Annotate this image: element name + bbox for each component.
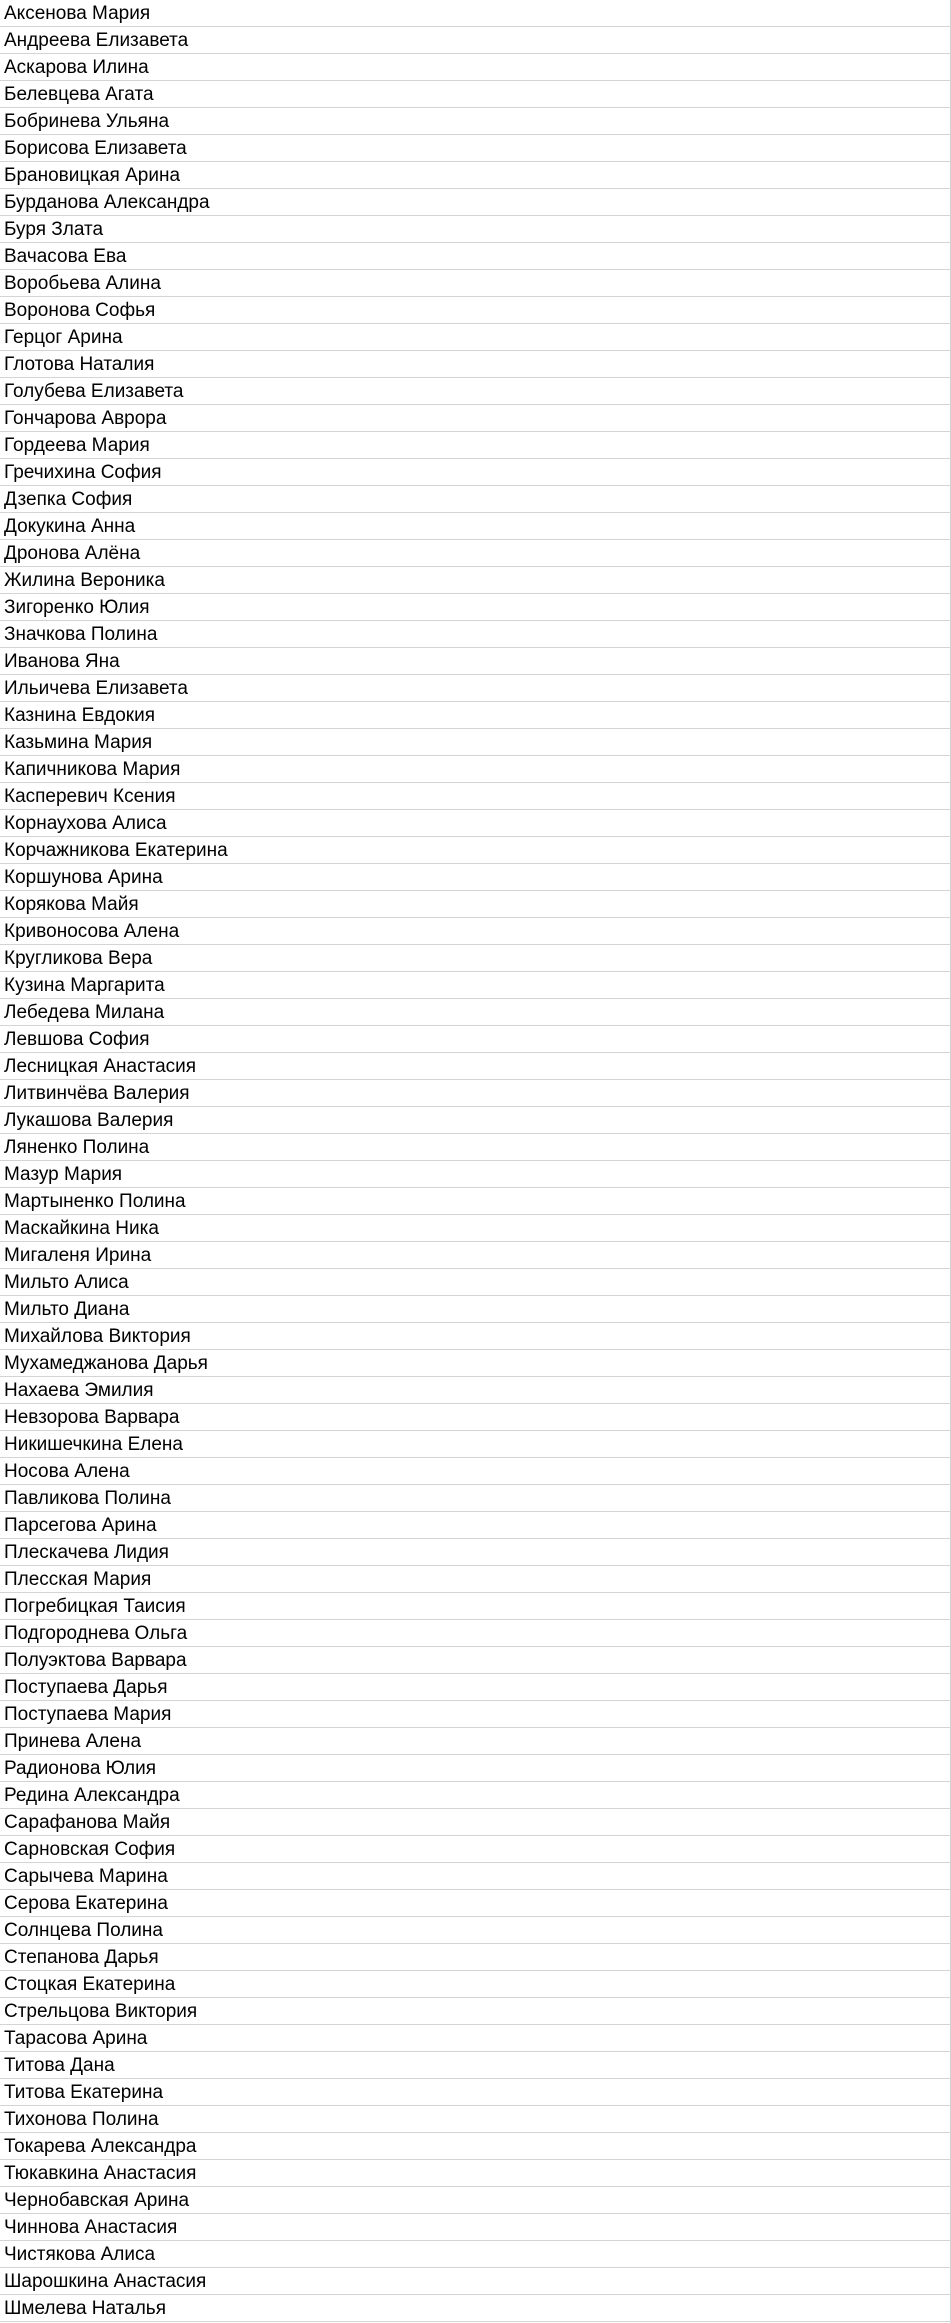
name-cell[interactable]: Павликова Полина [0, 1485, 951, 1512]
name-cell[interactable]: Плесская Мария [0, 1566, 951, 1593]
name-cell[interactable]: Сарновская София [0, 1836, 951, 1863]
name-cell[interactable]: Голубева Елизавета [0, 378, 951, 405]
name-cell[interactable]: Бобринева Ульяна [0, 108, 951, 135]
name-cell[interactable]: Степанова Дарья [0, 1944, 951, 1971]
name-cell[interactable]: Стоцкая Екатерина [0, 1971, 951, 1998]
name-cell[interactable]: Сарычева Марина [0, 1863, 951, 1890]
name-cell[interactable]: Левшова София [0, 1026, 951, 1053]
name-cell[interactable]: Чиннова Анастасия [0, 2214, 951, 2241]
name-cell[interactable]: Корчажникова Екатерина [0, 837, 951, 864]
name-cell[interactable]: Касперевич Ксения [0, 783, 951, 810]
name-cell[interactable]: Лебедева Милана [0, 999, 951, 1026]
name-cell[interactable]: Носова Алена [0, 1458, 951, 1485]
name-cell[interactable]: Жилина Вероника [0, 567, 951, 594]
name-cell[interactable]: Тарасова Арина [0, 2025, 951, 2052]
name-cell[interactable]: Стрельцова Виктория [0, 1998, 951, 2025]
name-cell[interactable]: Мазур Мария [0, 1161, 951, 1188]
name-cell[interactable]: Корнаухова Алиса [0, 810, 951, 837]
name-cell[interactable]: Маскайкина Ника [0, 1215, 951, 1242]
name-cell[interactable]: Никишечкина Елена [0, 1431, 951, 1458]
name-cell[interactable]: Подгороднева Ольга [0, 1620, 951, 1647]
name-cell[interactable]: Плескачева Лидия [0, 1539, 951, 1566]
name-cell[interactable]: Полуэктова Варвара [0, 1647, 951, 1674]
name-cell[interactable]: Нахаева Эмилия [0, 1377, 951, 1404]
name-cell[interactable]: Мильто Алиса [0, 1269, 951, 1296]
name-cell[interactable]: Гордеева Мария [0, 432, 951, 459]
name-cell[interactable]: Капичникова Мария [0, 756, 951, 783]
name-cell[interactable]: Редина Александра [0, 1782, 951, 1809]
name-cell[interactable]: Докукина Анна [0, 513, 951, 540]
name-cell[interactable]: Ляненко Полина [0, 1134, 951, 1161]
name-cell[interactable]: Чернобавская Арина [0, 2187, 951, 2214]
name-cell[interactable]: Тихонова Полина [0, 2106, 951, 2133]
name-cell[interactable]: Токарева Александра [0, 2133, 951, 2160]
name-cell[interactable]: Литвинчёва Валерия [0, 1080, 951, 1107]
name-cell[interactable]: Шмелева Наталья [0, 2295, 951, 2322]
name-cell[interactable]: Серова Екатерина [0, 1890, 951, 1917]
name-cell[interactable]: Бурданова Александра [0, 189, 951, 216]
name-cell[interactable]: Иванова Яна [0, 648, 951, 675]
name-cell[interactable]: Воробьева Алина [0, 270, 951, 297]
name-cell[interactable]: Глотова Наталия [0, 351, 951, 378]
name-cell[interactable]: Радионова Юлия [0, 1755, 951, 1782]
name-cell[interactable]: Поступаева Дарья [0, 1674, 951, 1701]
name-cell[interactable]: Титова Дана [0, 2052, 951, 2079]
name-cell[interactable]: Мигаленя Ирина [0, 1242, 951, 1269]
name-cell[interactable]: Брановицкая Арина [0, 162, 951, 189]
name-cell[interactable]: Дронова Алёна [0, 540, 951, 567]
name-cell[interactable]: Принева Алена [0, 1728, 951, 1755]
name-cell[interactable]: Михайлова Виктория [0, 1323, 951, 1350]
name-cell[interactable]: Ильичева Елизавета [0, 675, 951, 702]
name-cell[interactable]: Вачасова Ева [0, 243, 951, 270]
name-cell[interactable]: Корякова Майя [0, 891, 951, 918]
name-cell[interactable]: Зигоренко Юлия [0, 594, 951, 621]
name-cell[interactable]: Герцог Арина [0, 324, 951, 351]
name-cell[interactable]: Борисова Елизавета [0, 135, 951, 162]
name-cell[interactable]: Мильто Диана [0, 1296, 951, 1323]
name-cell[interactable]: Сарафанова Майя [0, 1809, 951, 1836]
name-cell[interactable]: Аскарова Илина [0, 54, 951, 81]
name-cell[interactable]: Белевцева Агата [0, 81, 951, 108]
name-cell[interactable]: Парсегова Арина [0, 1512, 951, 1539]
name-cell[interactable]: Шарошкина Анастасия [0, 2268, 951, 2295]
name-cell[interactable]: Тюкавкина Анастасия [0, 2160, 951, 2187]
name-cell[interactable]: Лесницкая Анастасия [0, 1053, 951, 1080]
name-cell[interactable]: Поступаева Мария [0, 1701, 951, 1728]
name-cell[interactable]: Чистякова Алиса [0, 2241, 951, 2268]
name-cell[interactable]: Кругликова Вера [0, 945, 951, 972]
name-cell[interactable]: Кривоносова Алена [0, 918, 951, 945]
name-cell[interactable]: Коршунова Арина [0, 864, 951, 891]
name-cell[interactable]: Гречихина София [0, 459, 951, 486]
name-cell[interactable]: Казьмина Мария [0, 729, 951, 756]
name-cell[interactable]: Андреева Елизавета [0, 27, 951, 54]
name-cell[interactable]: Мухамеджанова Дарья [0, 1350, 951, 1377]
name-cell[interactable]: Буря Злата [0, 216, 951, 243]
name-cell[interactable]: Лукашова Валерия [0, 1107, 951, 1134]
name-cell[interactable]: Казнина Евдокия [0, 702, 951, 729]
name-cell[interactable]: Аксенова Мария [0, 0, 951, 27]
name-cell[interactable]: Гончарова Аврора [0, 405, 951, 432]
name-cell[interactable]: Дзепка София [0, 486, 951, 513]
name-cell[interactable]: Воронова Софья [0, 297, 951, 324]
name-cell[interactable]: Мартыненко Полина [0, 1188, 951, 1215]
name-cell[interactable]: Погребицкая Таисия [0, 1593, 951, 1620]
name-cell[interactable]: Невзорова Варвара [0, 1404, 951, 1431]
name-cell[interactable]: Солнцева Полина [0, 1917, 951, 1944]
name-cell[interactable]: Титова Екатерина [0, 2079, 951, 2106]
name-cell[interactable]: Кузина Маргарита [0, 972, 951, 999]
name-cell[interactable]: Значкова Полина [0, 621, 951, 648]
